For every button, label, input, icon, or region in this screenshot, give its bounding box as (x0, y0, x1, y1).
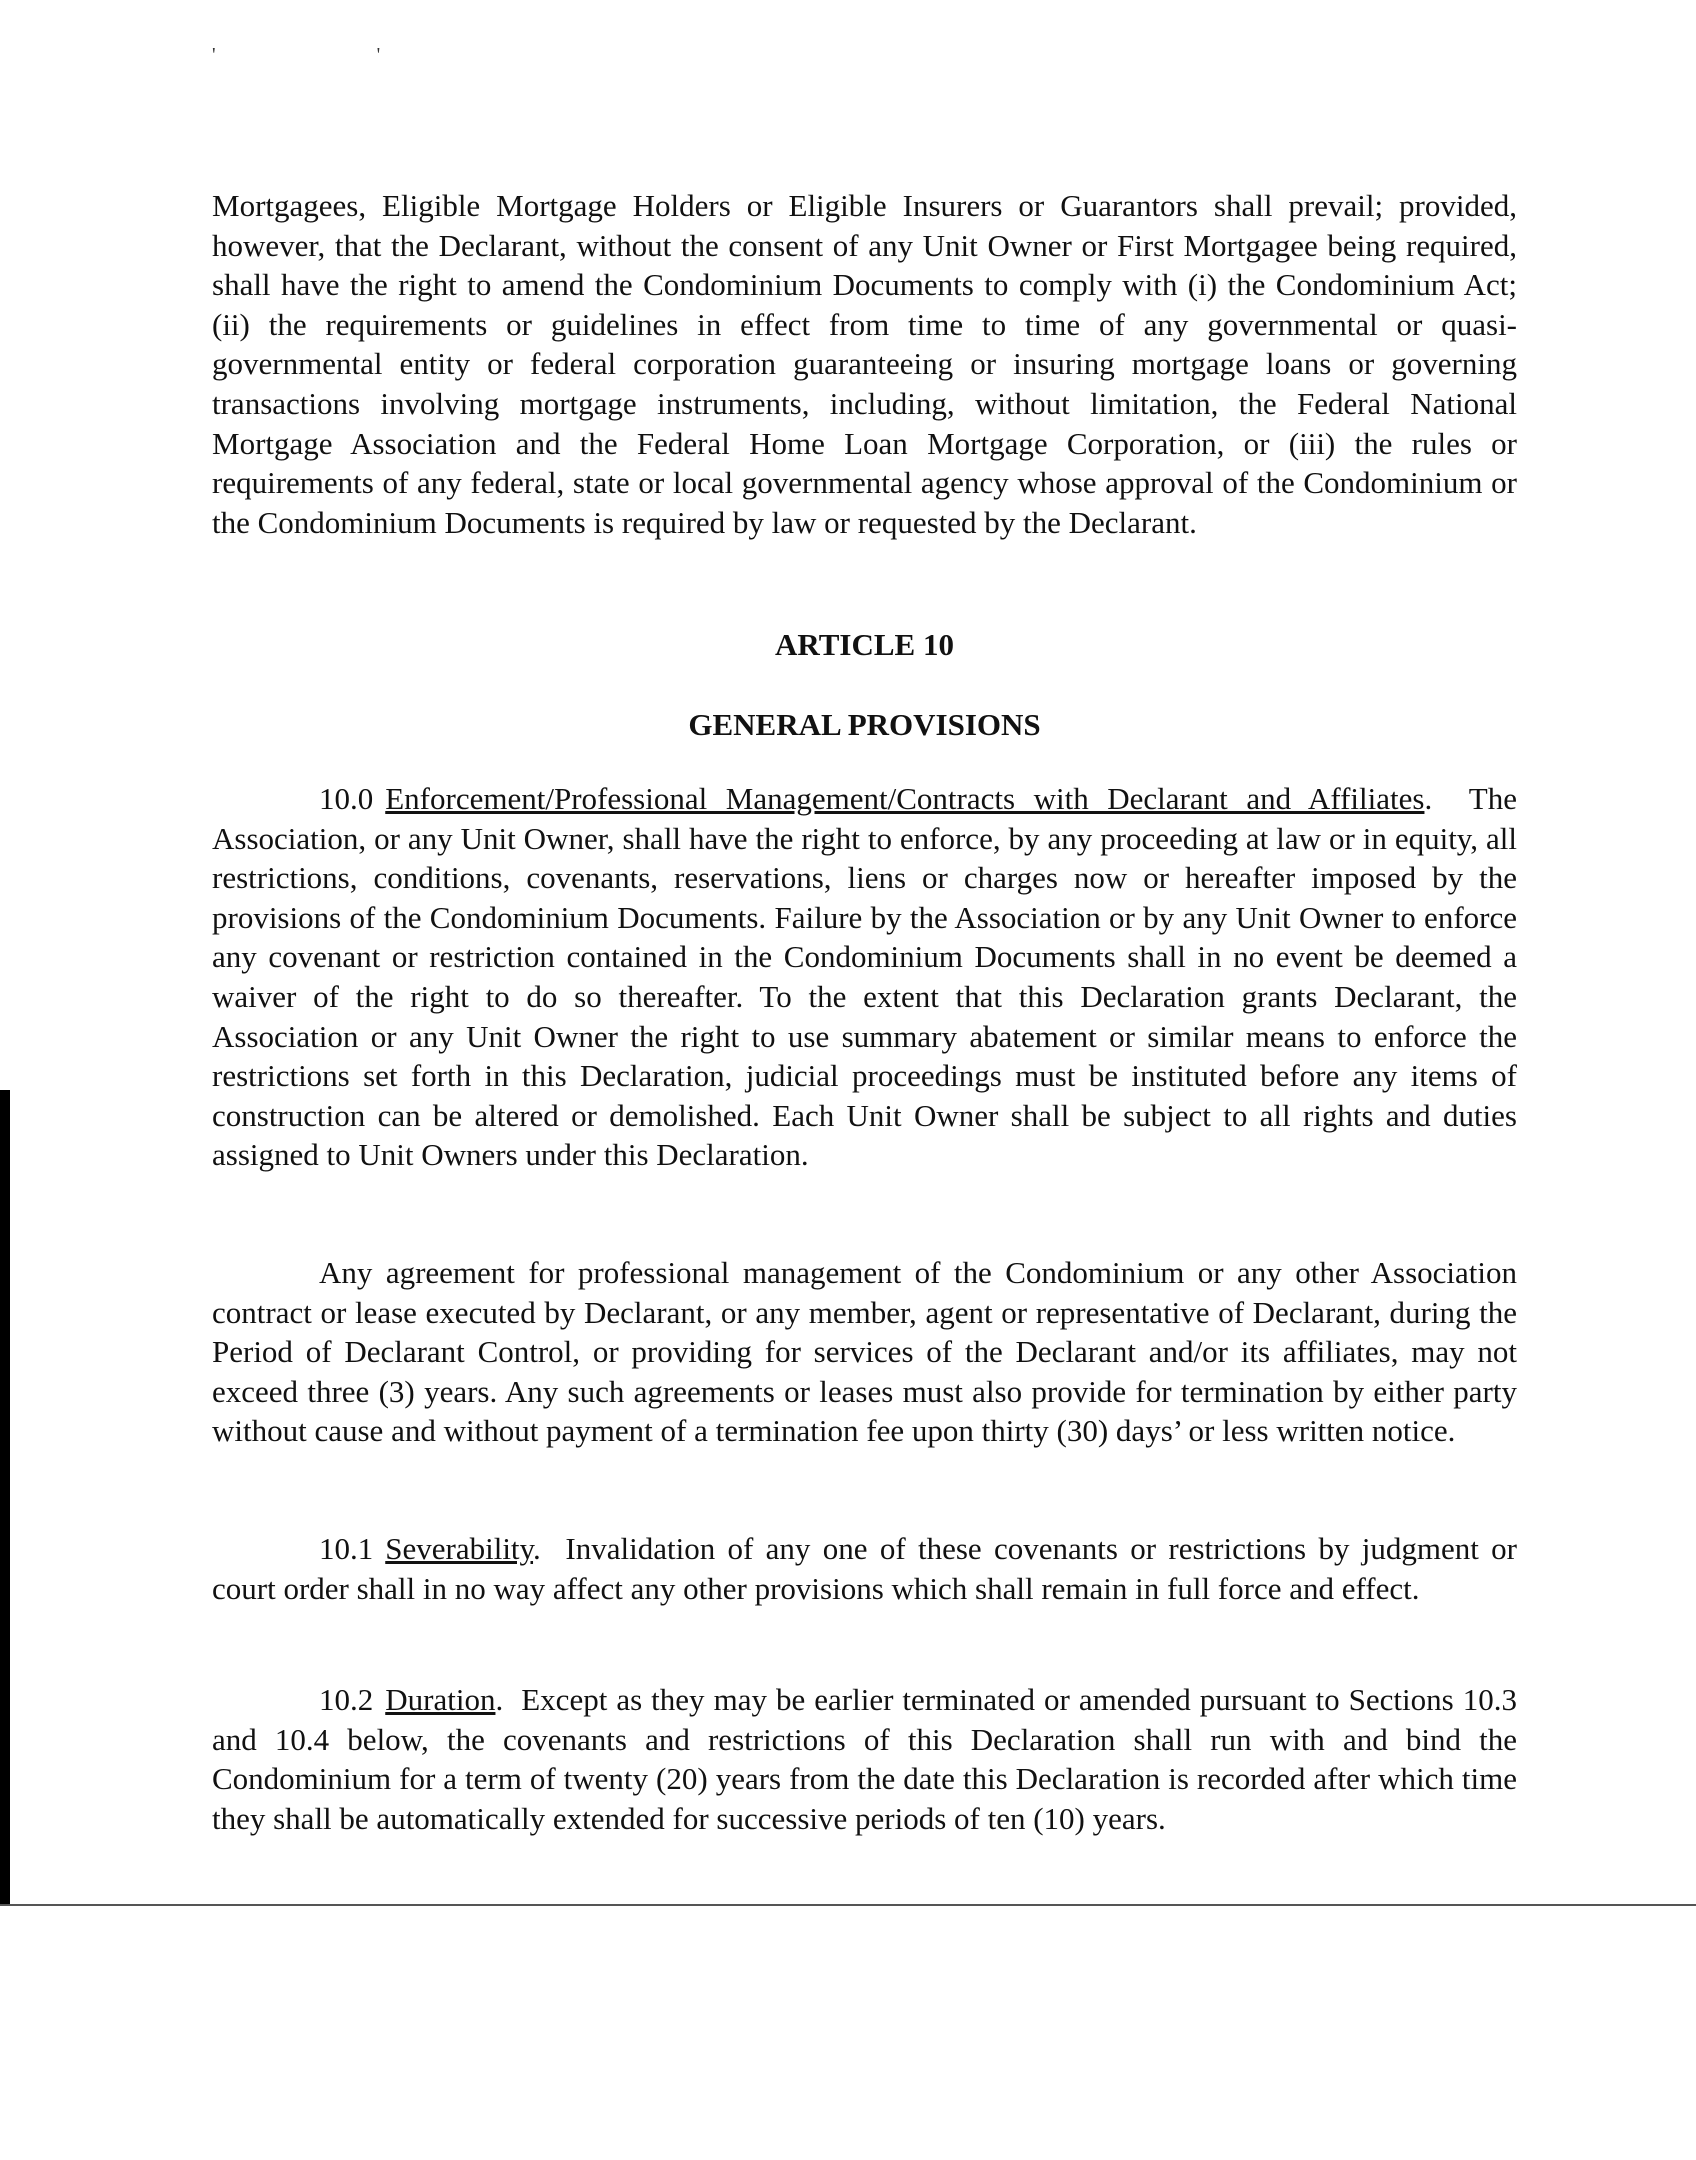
section-heading: Severability (385, 1531, 534, 1566)
management-paragraph (212, 1253, 1517, 1451)
section-text: Invalidation of any one of these covenants or restrictions by judgment or court order shall in no way affect any other provisions which shall remain in full force and effect. (212, 1531, 1517, 1606)
section-number: 10.1 (319, 1531, 374, 1566)
scan-marks: ' ' (212, 44, 459, 66)
section-number: 10.2 (319, 1682, 374, 1717)
article-title: GENERAL PROVISIONS (688, 707, 1041, 742)
section-number: 10.0 (319, 781, 374, 816)
intro-paragraph: Mortgagees, Eligible Mortgage Holders or Eligible Insurers or Guarantors shall prevail; provided, however, that the Declarant, without the consent of any Unit Owner or First Mortgagee being required, shall have the right to amend the Condominium Documents to comply with (i) the Condominium Act; (ii) the requirements or guidelines in effect from time to time of any governmental or quasi-governmental entity or federal corporation guaranteeing or insuring mortgage loans or governing transactions involving mortgage instruments, including, without limitation, the Federal National Mortgage Association and the Federal Home Loan Mortgage Corporation, or (iii) the rules or requirements of any federal, state or local governmental agency whose approval of the Condominium or the Condominium Documents is required by law or requested by the Declarant. (212, 188, 1517, 540)
section-text: Except as they may be earlier terminated or amended pursuant to Sections 10.3 and 10.4 below, the covenants and restrictions of this Declaration shall run with and bind the Condominium for a term of twenty (20) years from the date this Declaration is recorded after which time they shall be automatically extended for successive periods of ten (10) years. (212, 1682, 1517, 1836)
section-10-0: 10.0 Enforcement/Professional Management/Contracts with Declarant and Affiliates. The Association, or any Unit Owner, shall have the right to enforce, by any proceeding at law or in equity, all restrictions, conditions, covenants, reservations, liens or charges now or hereafter imposed by the provisions of the Condominium Documents. Failure by the Association or by any Unit Owner to enforce any covenant or restriction contained in the Condominium Documents shall in no event be deemed a waiver of the right to do so thereafter. To the extent that this Declaration grants Declarant, the Association or any Unit Owner the right to use summary abatement or similar means to enforce the restrictions set forth in this Declaration, judicial proceedings must be instituted before any items of construction can be altered or demolished. Each Unit Owner shall be subject to all rights and duties assigned to Unit Owners under this Declaration. (212, 781, 1517, 1173)
section-text: The Association, or any Unit Owner, shall have the right to enforce, by any proceeding at law or in equity, all restrictions, conditions, covenants, reservations, liens or charges now or hereafter imposed by the provisions of the Condominium Documents. Failure by the Association or by any Unit Owner to enforce any covenant or restriction contained in the Condominium Documents shall in no event be deemed a waiver of the right to do so thereafter. To the extent that this Declaration grants Declarant, the Association or any Unit Owner the right to use summary abatement or similar means to enforce the restrictions set forth in this Declaration, judicial proceedings must be instituted before any items of construction can be altered or demolished. Each Unit Owner shall be subject to all rights and duties assigned to Unit Owners under this Declaration. (212, 781, 1517, 1173)
scan-edge-bar (0, 1090, 10, 1905)
section-10-1: 10.1 Severability. Invalidation of any one of these covenants or restrictions by judgment or court order shall in no way affect any other provisions which shall remain in full force and effect. (212, 1531, 1517, 1606)
paragraph-text: Any agreement for professional management of the Condominium or any other Association contract or lease executed by Declarant, or any member, agent or representative of Declarant, during the Period of Declarant Control, or providing for services of the Declarant and/or its affiliates, may not exceed three (3) years. Any such agreements or leases must also provide for termination by either party without cause and without payment of a termination fee upon thirty (30) days’ or less written notice. (212, 1255, 1517, 1449)
section-heading: Duration (385, 1682, 496, 1717)
article-number: ARTICLE 10 (775, 627, 954, 662)
section-heading: Enforcement/Professional Management/Contracts with Declarant and Affiliates (385, 781, 1425, 816)
page-bottom-edge (0, 1904, 1696, 1906)
section-10-2: 10.2 Duration. Except as they may be earlier terminated or amended pursuant to Sections 10.3 and 10.4 below, the covenants and restrictions of this Declaration shall run with and bind the Condominium for a term of twenty (20) years from the date this Declaration is recorded after which time they shall be automatically extended for successive periods of ten (10) years. (212, 1682, 1517, 1836)
